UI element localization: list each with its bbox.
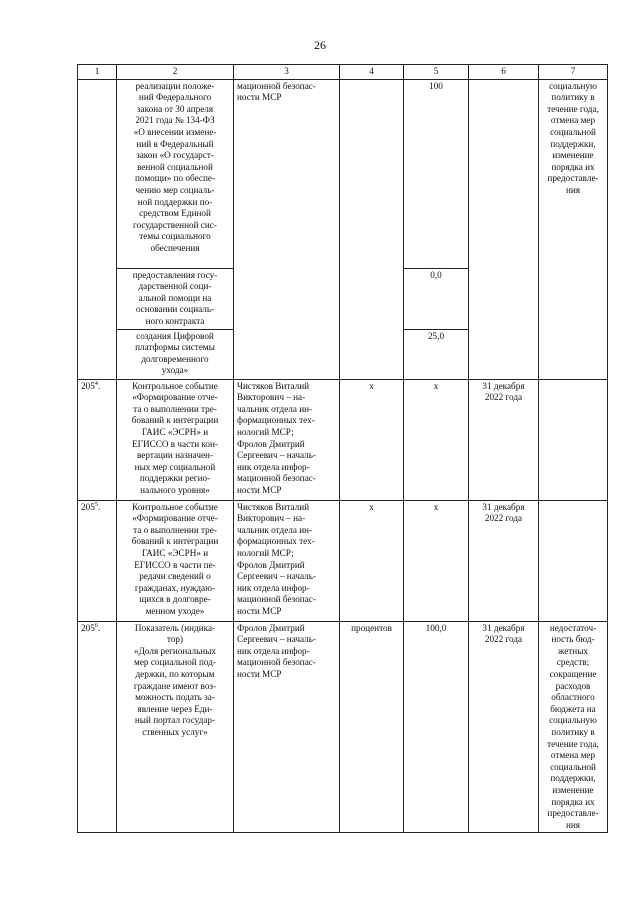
page-number: 26 (314, 38, 326, 52)
measures-table (77, 64, 608, 833)
risk-cell: недостаточ- ность бюд- жетных средств; сокращение расходов областного бюджета на социальную политику в течение года, отмена мер социальной поддержки, изменение порядка их предоставле- ния (539, 621, 608, 833)
header-col-7: 7 (539, 65, 608, 80)
measure-name-cell: Контрольное событие «Формирование отче- та о выполнении тре- бований к интеграции ГАИС «ЭСРН» и ЕГИССО в части кон- вертации назначен- ных мер социальной поддержки регио- нального уровня» (117, 379, 234, 500)
deadline-cell: 31 декабря 2022 года (469, 621, 539, 833)
measure-name-cell: Показатель (индика- тор) «Доля региональных мер социальной под- держки, по которым граждане имеют воз- можность подать за- явление через Еди- ный портал государ- ственных услуг» (117, 621, 234, 833)
value-cell: 0,0 (404, 268, 469, 329)
value-cell: 25,0 (404, 329, 469, 379)
executor-cell: мационной безопас- ности МСР (234, 79, 340, 379)
unit-cell (340, 79, 404, 379)
risk-cell (539, 500, 608, 621)
unit-cell: х (340, 500, 404, 621)
header-col-6: 6 (469, 65, 539, 80)
measure-name-cell: реализации положе- ний Федерального закона от 30 апреля 2021 года № 134-ФЗ «О внесении измене- ний в Федеральный закон «О государст- венной социальной помощи» по обеспе- чению мер социаль- ной поддержки по- средством Единой государственной сис- темы социального обеспечения (117, 79, 234, 268)
executor-cell: Чистяков Виталий Викторович – на- чальник отдела ин- формационных тех- нологий МСР; Фролов Дмитрий Сергеевич – началь- ник отдела инфор- мационной безопас- ности МСР (234, 379, 340, 500)
deadline-cell: 31 декабря 2022 года (469, 379, 539, 500)
unit-cell: процентов (340, 621, 404, 833)
deadline-cell: 31 декабря 2022 года (469, 500, 539, 621)
row-number-cell (78, 79, 117, 379)
unit-cell: х (340, 379, 404, 500)
header-col-3: 3 (234, 65, 340, 80)
row-number-sup: 6 (94, 621, 99, 629)
value-cell: х (404, 379, 469, 500)
deadline-cell (469, 79, 539, 379)
risk-cell: социальную политику в течение года, отмена мер социальной поддержки, изменение порядка их предоставле- ния (539, 79, 608, 379)
value-cell: 100,0 (404, 621, 469, 833)
measure-name-cell: создания Цифровой платформы системы долговременного ухода» (117, 329, 234, 379)
row-number-sup: 4 (94, 379, 99, 387)
header-row (78, 65, 608, 80)
header-col-1: 1 (78, 65, 117, 80)
measure-name-cell: предоставления госу- дарственной соци- альной помощи на основании социаль- ного контракта (117, 268, 234, 329)
table-row (78, 500, 608, 621)
table-row (78, 379, 608, 500)
row-number-cell: $205^6$. (78, 621, 117, 833)
table-row (78, 79, 608, 268)
row-number: 205 (81, 622, 95, 633)
row-number: 205 (81, 501, 95, 512)
row-number-cell: $205^5$. (78, 500, 117, 621)
value-cell: 100 (404, 79, 469, 268)
table-row (78, 621, 608, 833)
row-number: 205 (81, 380, 95, 391)
risk-cell (539, 379, 608, 500)
header-col-2: 2 (117, 65, 234, 80)
executor-cell: Фролов Дмитрий Сергеевич – началь- ник отдела инфор- мационной безопас- ности МСР (234, 621, 340, 833)
header-col-5: 5 (404, 65, 469, 80)
header-col-4: 4 (340, 65, 404, 80)
row-number-sup: 5 (94, 500, 99, 508)
executor-cell: Чистяков Виталий Викторович – на- чальник отдела ин- формационных тех- нологий МСР; Фролов Дмитрий Сергеевич – началь- ник отдела инфор- мационной безопас- ности МСР (234, 500, 340, 621)
value-cell: х (404, 500, 469, 621)
row-number-cell: $205^4$. (78, 379, 117, 500)
measure-name-cell: Контрольное событие «Формирование отче- та о выполнении тре- бований к интеграции ГАИС «ЭСРН» и ЕГИССО в части пе- редачи сведений о гражданах, нуждаю- щихся в долговре- менном уходе» (117, 500, 234, 621)
